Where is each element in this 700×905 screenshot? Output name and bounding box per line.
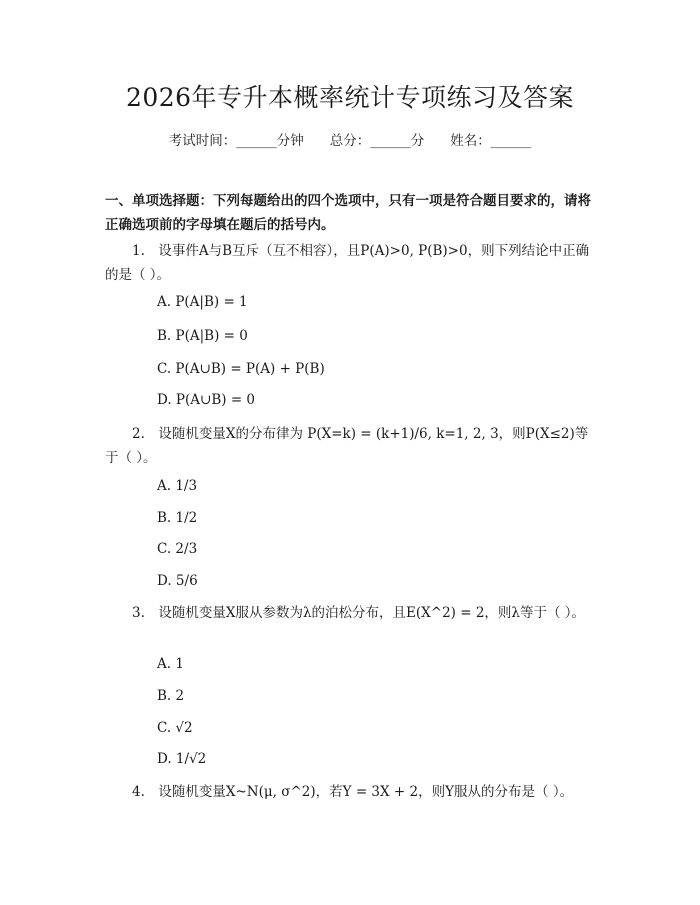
page-title: 2026年专升本概率统计专项练习及答案 xyxy=(125,83,575,112)
section-heading: 一、单项选择题：下列每题给出的四个选项中，只有一项是符合题目要求的，请将正确选项前的字母填在题后的括号内。 xyxy=(105,193,591,233)
question-1-option-b: B. P(A|B) = 0 xyxy=(157,328,248,344)
exam-score: 总分：______分 xyxy=(329,133,425,149)
question-3-option-c: C. √2 xyxy=(157,720,193,736)
question-2-option-d: D. 5/6 xyxy=(157,573,198,589)
question-2-option-c: C. 2/3 xyxy=(157,541,198,557)
question-3: 3. 设随机变量X服从参数为λ的泊松分布，且E(X^2) = 2，则λ等于（ ）。 xyxy=(132,605,586,621)
question-3-option-a: A. 1 xyxy=(157,656,184,672)
exam-name: 姓名：______ xyxy=(450,133,532,149)
question-1: 1. 设事件A与B互斥（互不相容），且P(A)>0, P(B)>0，则下列结论中正确的是（ ）。 xyxy=(105,243,590,283)
exam-time: 考试时间：______分钟 xyxy=(168,133,304,149)
question-2-option-a: A. 1/3 xyxy=(157,478,198,494)
question-2: 2. 设随机变量X的分布律为 P(X=k) = (k+1)/6, k=1, 2, 3，则P(X≤2)等于（ ）。 xyxy=(105,426,589,466)
exam-meta xyxy=(0,130,700,152)
question-1-option-c: C. P(A∪B) = P(A) + P(B) xyxy=(157,361,325,377)
question-2-option-b: B. 1/2 xyxy=(157,510,198,526)
question-3-option-b: B. 2 xyxy=(157,688,185,704)
question-1-option-d: D. P(A∪B) = 0 xyxy=(157,392,256,408)
question-3-option-d: D. 1/√2 xyxy=(157,751,207,767)
question-1-option-a: A. P(A|B) = 1 xyxy=(157,294,248,310)
question-4: 4. 设随机变量X~N(μ, σ^2)，若Y = 3X + 2，则Y服从的分布是（ ）。 xyxy=(132,784,574,800)
